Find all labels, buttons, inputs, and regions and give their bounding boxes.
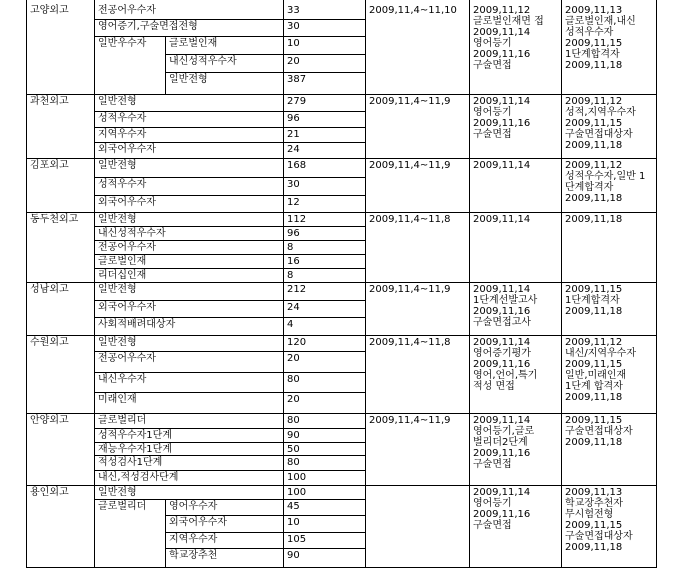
quota-row-separator — [165, 54, 365, 55]
quota-count: 33 — [287, 5, 300, 16]
result-schedule-line: 성적,지역우수자 — [565, 107, 636, 118]
quota-count: 120 — [287, 337, 307, 348]
column-border — [26, 0, 27, 567]
result-schedule-line: 1단계합격자 — [565, 49, 620, 60]
sub-category-divider — [165, 499, 166, 567]
quota-category: 글로벌인재 — [98, 256, 147, 267]
quota-count: 4 — [287, 319, 294, 330]
quota-row-separator — [94, 428, 365, 429]
exam-schedule-line: 2009,11,16 — [473, 118, 531, 129]
exam-schedule-line: 구술면접고사 — [473, 317, 531, 328]
quota-count: 100 — [287, 472, 307, 483]
result-schedule-line: 1단계합격자 — [565, 295, 620, 306]
school-name: 성남외고 — [30, 284, 69, 295]
quota-count: 80 — [287, 457, 300, 468]
quota-row-separator — [94, 470, 365, 471]
school-name: 용인외고 — [30, 487, 69, 498]
quota-count: 50 — [287, 444, 300, 455]
exam-schedule-line: 구술면접 — [473, 60, 512, 71]
quota-row-separator — [94, 372, 365, 373]
column-border — [656, 0, 657, 567]
quota-count: 96 — [287, 228, 300, 239]
quota-row-separator — [165, 548, 365, 549]
quota-category: 일반전형 — [98, 487, 137, 498]
exam-schedule-line: 영어증기평가 — [473, 348, 531, 359]
quota-row-separator — [94, 195, 365, 196]
quota-row-separator — [94, 19, 365, 20]
result-schedule-line: 일반,미래인재 — [565, 370, 627, 381]
group-separator — [26, 413, 657, 414]
quota-row-separator — [94, 142, 365, 143]
quota-count: 212 — [287, 284, 307, 295]
column-border — [283, 0, 284, 567]
column-border — [469, 0, 470, 567]
quota-category: 글로벌리더 — [98, 501, 147, 512]
group-separator — [26, 485, 657, 486]
quota-count: 16 — [287, 256, 300, 267]
quota-count: 24 — [287, 144, 300, 155]
quota-count: 96 — [287, 113, 300, 124]
quota-count: 30 — [287, 21, 300, 32]
quota-count: 12 — [287, 197, 300, 208]
quota-subcategory: 내신성적우수자 — [169, 56, 237, 67]
quota-row-separator — [94, 127, 365, 128]
quota-count: 387 — [287, 74, 307, 85]
exam-schedule-line: 2009,11,14 — [473, 487, 531, 498]
application-period: 2009,11,4~11,9 — [369, 160, 451, 171]
school-name: 동두천외고 — [30, 214, 79, 225]
quota-count: 8 — [287, 270, 294, 281]
exam-schedule-line: 2009,11,12 — [473, 5, 531, 16]
quota-row-separator — [94, 177, 365, 178]
result-schedule-line: 성적우수자 — [565, 27, 614, 38]
result-schedule-line: 2009,11,15 — [565, 38, 623, 49]
exam-schedule-line: 2009,11,16 — [473, 509, 531, 520]
quota-category: 성적우수자 — [98, 179, 147, 190]
quota-count: 24 — [287, 302, 300, 313]
result-schedule-line: 구술면접대상자 — [565, 426, 633, 437]
column-border — [94, 0, 95, 567]
exam-schedule-line: 2009,11,14 — [473, 160, 531, 171]
exam-schedule-line: 적성 면접 — [473, 381, 515, 392]
result-schedule-line: 1단계 합격자 — [565, 381, 623, 392]
group-separator — [26, 335, 657, 336]
quota-count: 100 — [287, 487, 307, 498]
result-schedule-line: 성적우수자,일반 1 — [565, 171, 646, 182]
quota-count: 168 — [287, 160, 307, 171]
result-schedule-line: 2009,11,15 — [565, 359, 623, 370]
quota-category: 지역우수자 — [98, 129, 147, 140]
quota-count: 8 — [287, 242, 294, 253]
result-schedule-line: 내신/지역우수자 — [565, 348, 636, 359]
exam-schedule-line: 2009,11,16 — [473, 306, 531, 317]
quota-subcategory: 일반전형 — [169, 74, 208, 85]
quota-count: 30 — [287, 179, 300, 190]
exam-schedule-line: 영어등기,글로 — [473, 426, 535, 437]
exam-schedule-line: 구술면접 — [473, 129, 512, 140]
quota-category: 일반전형 — [98, 96, 137, 107]
quota-category: 성적우수자 — [98, 113, 147, 124]
exam-schedule-line: 벌리더2단계 — [473, 437, 528, 448]
quota-row-separator — [94, 300, 365, 301]
exam-schedule-line: 글로벌인재면 접 — [473, 16, 544, 27]
quota-category: 영어증기,구술면접전형 — [98, 21, 198, 32]
quota-category: 일반전형 — [98, 160, 137, 171]
quota-row-separator — [94, 226, 365, 227]
quota-row-separator — [94, 499, 365, 500]
quota-row-separator — [165, 72, 365, 73]
quota-count: 21 — [287, 129, 300, 140]
school-name: 수원외고 — [30, 337, 69, 348]
exam-schedule-line: 영어등기 — [473, 498, 512, 509]
quota-category: 사회적배려대상자 — [98, 319, 176, 330]
quota-count: 20 — [287, 56, 300, 67]
quota-row-separator — [94, 240, 365, 241]
result-schedule-line: 2009,11,13 — [565, 5, 623, 16]
application-period: 2009,11,4~11,9 — [369, 284, 451, 295]
quota-row-separator — [94, 392, 365, 393]
sub-category-divider — [165, 36, 166, 94]
column-border — [561, 0, 562, 567]
quota-category: 재능우수자1단계 — [98, 444, 172, 455]
quota-row-separator — [94, 268, 365, 269]
quota-count: 279 — [287, 96, 307, 107]
quota-row-separator — [165, 532, 365, 533]
result-schedule-line: 2009,11,18 — [565, 306, 623, 317]
quota-row-separator — [94, 351, 365, 352]
result-schedule-line: 글로벌인재,내신 — [565, 16, 636, 27]
exam-schedule-line: 2009,11,16 — [473, 49, 531, 60]
quota-row-separator — [94, 455, 365, 456]
quota-count: 20 — [287, 394, 300, 405]
result-schedule-line: 2009,11,12 — [565, 160, 623, 171]
quota-count: 90 — [287, 430, 300, 441]
quota-category: 전공어우수자 — [98, 353, 156, 364]
quota-category: 전공어우수자 — [98, 5, 156, 16]
result-schedule-line: 구술면접대상자 — [565, 129, 633, 140]
result-schedule-line: 2009,11,18 — [565, 140, 623, 151]
result-schedule-line: 2009,11,18 — [565, 214, 623, 225]
application-period: 2009,11,4~11,8 — [369, 214, 451, 225]
quota-category: 일반전형 — [98, 337, 137, 348]
quota-row-separator — [94, 254, 365, 255]
quota-category: 리더십인재 — [98, 270, 147, 281]
quota-row-separator — [94, 111, 365, 112]
result-schedule-line: 2009,11,15 — [565, 284, 623, 295]
quota-count: 90 — [287, 550, 300, 561]
exam-schedule-line: 구술면접 — [473, 459, 512, 470]
group-separator — [26, 212, 657, 213]
quota-category: 미래인재 — [98, 394, 137, 405]
quota-subcategory: 글로벌인재 — [169, 38, 218, 49]
exam-schedule-line: 구술면접 — [473, 520, 512, 531]
quota-category: 내신우수자 — [98, 374, 147, 385]
quota-count: 20 — [287, 353, 300, 364]
result-schedule-line: 2009,11,15 — [565, 520, 623, 531]
quota-count: 112 — [287, 214, 307, 225]
quota-count: 10 — [287, 517, 300, 528]
exam-schedule-line: 2009,11,16 — [473, 448, 531, 459]
result-schedule-line: 구술면접대상자 — [565, 531, 633, 542]
exam-schedule-line: 2009,11,14 — [473, 214, 531, 225]
exam-schedule-line: 1단계선발고사 — [473, 295, 538, 306]
quota-row-separator — [94, 442, 365, 443]
exam-schedule-line: 2009,11,16 — [473, 359, 531, 370]
quota-subcategory: 지역우수자 — [169, 534, 218, 545]
quota-row-separator — [94, 36, 365, 37]
application-period: 2009,11,4~11,10 — [369, 5, 457, 16]
application-period: 2009,11,4~11,9 — [369, 415, 451, 426]
exam-schedule-line: 2009,11,14 — [473, 415, 531, 426]
school-name: 과천외고 — [30, 96, 69, 107]
group-separator — [26, 158, 657, 159]
quota-row-separator — [94, 317, 365, 318]
result-schedule-line: 2009,11,15 — [565, 415, 623, 426]
school-name: 안양외고 — [30, 415, 69, 426]
quota-category: 글로벌리더 — [98, 415, 147, 426]
quota-row-separator — [165, 515, 365, 516]
quota-category: 전공어우수자 — [98, 242, 156, 253]
quota-category: 내신,적성검사단계 — [98, 472, 179, 483]
quota-category: 일반전형 — [98, 284, 137, 295]
result-schedule-line: 무시험전형 — [565, 509, 614, 520]
result-schedule-line: 단계합격자 — [565, 182, 614, 193]
quota-count: 80 — [287, 374, 300, 385]
group-separator — [26, 282, 657, 283]
application-period: 2009,11,4~11,8 — [369, 337, 451, 348]
result-schedule-line: 2009,11,18 — [565, 437, 623, 448]
quota-category: 적성검사1단계 — [98, 457, 163, 468]
quota-category: 일반전형 — [98, 214, 137, 225]
quota-subcategory: 학교장추천 — [169, 550, 218, 561]
exam-schedule-line: 영어,언어,특기 — [473, 370, 538, 381]
result-schedule-line: 2009,11,13 — [565, 487, 623, 498]
exam-schedule-line: 2009,11,14 — [473, 337, 531, 348]
quota-count: 10 — [287, 38, 300, 49]
exam-schedule-line: 영어등기 — [473, 38, 512, 49]
result-schedule-line: 학교장추천자 — [565, 498, 623, 509]
quota-category: 성적우수자1단계 — [98, 430, 172, 441]
quota-category: 외국어우수자 — [98, 144, 156, 155]
column-border — [365, 0, 366, 567]
application-period: 2009,11,4~11,9 — [369, 96, 451, 107]
quota-subcategory: 영어우수자 — [169, 501, 218, 512]
quota-subcategory: 외국어우수자 — [169, 517, 227, 528]
exam-schedule-line: 2009,11,14 — [473, 96, 531, 107]
quota-category: 일반우수자 — [98, 38, 147, 49]
quota-category: 외국어우수자 — [98, 302, 156, 313]
result-schedule-line: 2009,11,18 — [565, 392, 623, 403]
result-schedule-line: 2009,11,18 — [565, 193, 623, 204]
quota-category: 내신성적우수자 — [98, 228, 166, 239]
result-schedule-line: 2009,11,12 — [565, 337, 623, 348]
exam-schedule-line: 2009,11,14 — [473, 27, 531, 38]
exam-schedule-line: 영어등기 — [473, 107, 512, 118]
quota-count: 45 — [287, 501, 300, 512]
table-bottom-border — [26, 567, 657, 568]
result-schedule-line: 2009,11,15 — [565, 118, 623, 129]
exam-schedule-line: 2009,11,14 — [473, 284, 531, 295]
quota-count: 105 — [287, 534, 307, 545]
result-schedule-line: 2009,11,18 — [565, 60, 623, 71]
group-separator — [26, 94, 657, 95]
result-schedule-line: 2009,11,18 — [565, 542, 623, 553]
school-name: 김포외고 — [30, 160, 69, 171]
quota-count: 80 — [287, 415, 300, 426]
quota-category: 외국어우수자 — [98, 197, 156, 208]
school-name: 고양외고 — [30, 5, 69, 16]
result-schedule-line: 2009,11,12 — [565, 96, 623, 107]
